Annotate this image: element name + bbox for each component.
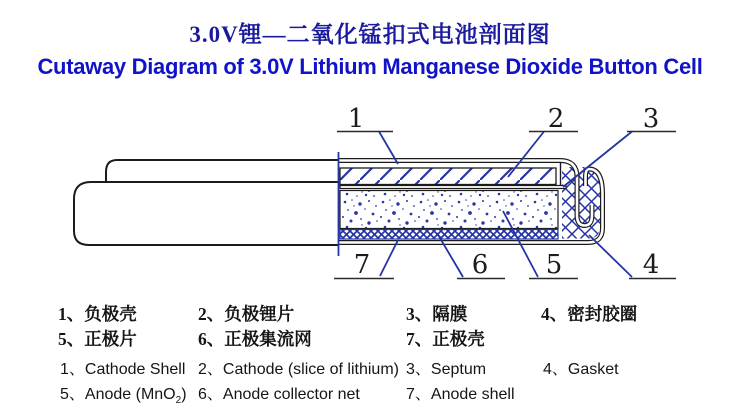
callout-number-3: 3 bbox=[642, 104, 660, 134]
lithium-layer bbox=[340, 168, 556, 185]
callout-number-5: 5 bbox=[545, 250, 563, 280]
cathode-shell-exterior-outline bbox=[106, 160, 338, 182]
legend-en-anode-shell: 7、Anode shell bbox=[406, 386, 515, 403]
legend-en-lithium-slice: 2、Cathode (slice of lithium) bbox=[198, 361, 399, 378]
leader-line-4 bbox=[589, 235, 632, 277]
callout-number-7: 7 bbox=[353, 250, 371, 280]
page-title-chinese: 3.0V锂—二氧化锰扣式电池剖面图 bbox=[189, 22, 551, 47]
legend-en-collector-net: 6、Anode collector net bbox=[198, 386, 360, 403]
anode-shell-exterior-outline bbox=[74, 182, 338, 245]
septum-layer bbox=[340, 186, 566, 189]
legend-cn-cathode-shell: 1、负极壳 bbox=[58, 304, 137, 324]
legend-en-anode-mno2-suffix: ) bbox=[181, 386, 187, 403]
legend-cn-gasket: 4、密封胶圈 bbox=[541, 304, 638, 324]
legend-cn-anode-shell: 7、正极壳 bbox=[406, 329, 485, 349]
legend-cn-septum: 3、隔膜 bbox=[406, 304, 468, 324]
legend-en-anode-mno2 bbox=[60, 381, 187, 406]
legend-cn-lithium-slice: 2、负极锂片 bbox=[198, 304, 295, 324]
leader-line-6 bbox=[437, 233, 463, 277]
mno2-anode-layer bbox=[340, 191, 558, 229]
callout-number-4: 4 bbox=[642, 250, 660, 280]
leader-line-7 bbox=[380, 240, 398, 276]
callout-number-1: 1 bbox=[347, 104, 365, 134]
legend-en-cathode-shell: 1、Cathode Shell bbox=[60, 361, 186, 378]
legend-cn-anode-slice: 5、正极片 bbox=[58, 329, 137, 349]
page-title-english: Cutaway Diagram of 3.0V Lithium Manganese Dioxide Button Cell bbox=[37, 54, 703, 79]
legend-en-anode-mno2-subscript: 2 bbox=[175, 395, 182, 407]
legend-cn-collector-net: 6、正极集流网 bbox=[198, 329, 312, 349]
gasket-section bbox=[562, 167, 600, 239]
callout-number-2: 2 bbox=[547, 104, 565, 134]
legend-en-septum: 3、Septum bbox=[406, 361, 487, 378]
legend-en-gasket: 4、Gasket bbox=[543, 361, 619, 378]
legend-en-anode-mno2-prefix: 5、Anode (MnO bbox=[60, 386, 176, 403]
collector-net-layer bbox=[340, 230, 558, 240]
callout-number-6: 6 bbox=[471, 250, 489, 280]
